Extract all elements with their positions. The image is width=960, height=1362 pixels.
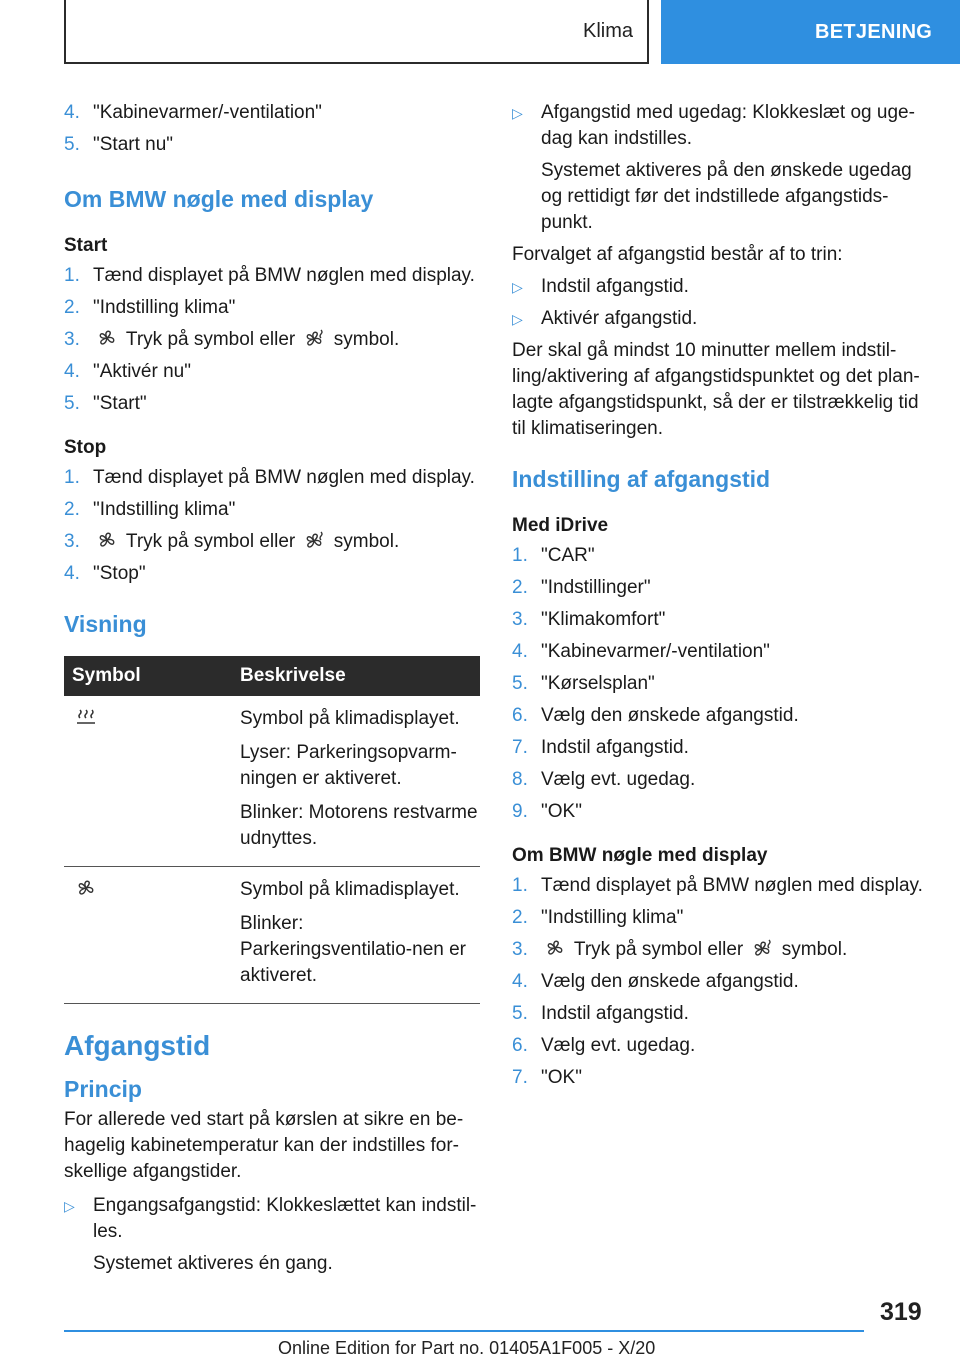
list-item <box>64 561 480 587</box>
step-text: "Kabinevarmer/-ventilation" <box>93 102 322 123</box>
key-step-list <box>512 873 928 1091</box>
step-text: "Klimakomfort" <box>541 609 666 630</box>
step-text: Tryk på symbol eller symbol. <box>93 327 480 353</box>
idrive-label: Med iDrive <box>512 515 609 536</box>
afgangstid-heading: Afgangstid <box>64 1030 211 1061</box>
step-text: "OK" <box>541 801 582 822</box>
list-item: ▷ Engangsafgangstid: Klokkeslættet kan indstil-les. <box>64 1193 480 1245</box>
step-number: 7. <box>512 737 528 758</box>
step-number: 3. <box>64 329 80 350</box>
table-header-description: Beskrivelse <box>232 656 480 696</box>
header-chapter-tab <box>661 0 960 64</box>
start-label: Start <box>64 235 108 256</box>
list-item <box>512 306 928 332</box>
list-item <box>512 905 928 931</box>
step-number: 1. <box>512 545 528 566</box>
step-text: "Kørselsplan" <box>541 673 655 694</box>
step-text: Tænd displayet på BMW nøglen med display. <box>93 467 475 488</box>
step-text: "Kabinevarmer/-ventilation" <box>541 641 770 662</box>
list-item <box>64 263 480 289</box>
left-column <box>64 100 480 1283</box>
step-number: 6. <box>512 1035 528 1056</box>
table-cell-text: Symbol på klimadisplayet. <box>240 708 460 729</box>
list-item <box>512 1065 928 1091</box>
fan-heat-icon <box>304 530 326 550</box>
step-number: 5. <box>64 134 80 155</box>
list-item <box>512 607 928 633</box>
list-item <box>512 543 928 569</box>
list-item <box>512 575 928 601</box>
step-number: 1. <box>64 265 80 286</box>
step-number: 4. <box>64 102 80 123</box>
step-text: "Stop" <box>93 563 146 584</box>
fan-icon <box>75 878 97 898</box>
heater-icon <box>75 707 97 727</box>
step-number: 4. <box>64 361 80 382</box>
step-number: 8. <box>512 769 528 790</box>
list-item <box>512 1033 928 1059</box>
footer-edition: Online Edition for Part no. 01405A1F005 - X/20 <box>278 1338 656 1358</box>
step-number: 2. <box>64 297 80 318</box>
step-number: 5. <box>64 393 80 414</box>
fan-icon <box>96 328 118 348</box>
key-display-label: Om BMW nøgle med display <box>512 845 768 866</box>
princip-heading: Princip <box>64 1076 142 1102</box>
wait-text: Der skal gå mindst 10 minutter mellem indstil-ling/aktivering af afgangstidspunktet og det plan-lagte afgangstidspunkt, så der er tilstrækkelig tid til klimatiseringen. <box>512 340 920 439</box>
list-item <box>64 391 480 417</box>
list-item <box>512 799 928 825</box>
step-text: Indstil afgangstid. <box>541 1003 689 1024</box>
header-section-title: Klima <box>582 19 633 42</box>
symbol-table <box>64 656 480 1004</box>
step-text: "CAR" <box>541 545 595 566</box>
step-number: 4. <box>512 641 528 662</box>
bullet-text: Indstil afgangstid. <box>541 276 689 297</box>
step-text: Vælg evt. ugedag. <box>541 1035 696 1056</box>
triangle-bullet-icon: ▷ <box>512 311 523 327</box>
step-text: "Aktivér nu" <box>93 361 191 382</box>
step-number: 4. <box>64 563 80 584</box>
list-item <box>64 465 480 491</box>
list-item <box>64 132 480 158</box>
bullet1-subtext: Systemet aktiveres én gang. <box>93 1253 333 1274</box>
step-number: 5. <box>512 1003 528 1024</box>
step-text: "OK" <box>541 1067 582 1088</box>
princip-text: For allerede ved start på kørslen at sikre en be-hagelig kabinetemperatur kan der indstilles for-skellige afgangstider. <box>64 1109 464 1182</box>
list-item <box>64 100 480 126</box>
list-item <box>64 327 480 353</box>
table-header-symbol: Symbol <box>64 656 232 696</box>
fan-heat-icon <box>752 938 774 958</box>
list-item <box>64 295 480 321</box>
table-cell-text: Symbol på klimadisplayet. <box>240 879 460 900</box>
step-number: 3. <box>512 939 528 960</box>
key-display-heading: Om BMW nøgle med display <box>64 186 374 212</box>
stop-label: Stop <box>64 437 107 458</box>
step-text: Vælg den ønskede afgangstid. <box>541 705 799 726</box>
idrive-step-list <box>512 543 928 825</box>
triangle-bullet-icon: ▷ <box>512 105 523 121</box>
step-number: 3. <box>64 531 80 552</box>
list-item <box>512 1001 928 1027</box>
list-item <box>512 639 928 665</box>
step-number: 4. <box>512 971 528 992</box>
list-item <box>512 703 928 729</box>
step-number: 9. <box>512 801 528 822</box>
fan-heat-icon <box>304 328 326 348</box>
step-text: "Start nu" <box>93 134 174 155</box>
right-column <box>512 100 928 1097</box>
step-number: 2. <box>64 499 80 520</box>
step-number: 1. <box>512 875 528 896</box>
footer-divider <box>64 1330 864 1332</box>
triangle-bullet-icon: ▷ <box>64 1198 75 1214</box>
table-row <box>64 696 480 867</box>
list-item <box>512 937 928 963</box>
step-number: 2. <box>512 577 528 598</box>
bullet-text: Aktivér afgangstid. <box>541 308 698 329</box>
list-item <box>64 529 480 555</box>
header-section-box <box>64 0 649 64</box>
table-row <box>64 867 480 1004</box>
list-item <box>512 735 928 761</box>
page-number: 319 <box>880 1298 922 1326</box>
visning-heading: Visning <box>64 611 147 637</box>
step-number: 6. <box>512 705 528 726</box>
step-number: 1. <box>64 467 80 488</box>
list-item: ▷ Afgangstid med ugedag: Klokkeslæt og uge-dag kan indstilles. <box>512 100 928 152</box>
preset-text: Forvalget af afgangstid består af to trin: <box>512 244 843 265</box>
list-item <box>512 969 928 995</box>
step-number: 5. <box>512 673 528 694</box>
start-step-list <box>64 263 480 417</box>
step-text: Tænd displayet på BMW nøglen med display. <box>93 265 475 286</box>
step-text: Vælg den ønskede afgangstid. <box>541 971 799 992</box>
list-item <box>64 359 480 385</box>
header-chapter-title: BETJENING <box>815 20 933 43</box>
table-cell-text: Blinker: Parkeringsventilatio-nen er aktiveret. <box>240 913 467 986</box>
top-step-list <box>64 100 480 158</box>
departure-bullet-list-1 <box>64 1193 480 1245</box>
step-number: 7. <box>512 1067 528 1088</box>
table-cell-text: Lyser: Parkeringsopvarm-ningen er aktiveret. <box>240 742 457 789</box>
list-item <box>512 671 928 697</box>
step-text: "Indstilling klima" <box>93 297 236 318</box>
step-text: Tryk på symbol eller symbol. <box>541 937 928 963</box>
step-text: Tænd displayet på BMW nøglen med display. <box>541 875 923 896</box>
fan-icon <box>96 530 118 550</box>
fan-icon <box>544 938 566 958</box>
list-item <box>64 497 480 523</box>
step-number: 2. <box>512 907 528 928</box>
list-item <box>512 767 928 793</box>
step-text: "Start" <box>93 393 147 414</box>
bullet2-subtext: Systemet aktiveres på den ønskede ugedag og rettidigt før det indstillede afgangstids-punkt. <box>541 160 912 233</box>
step-text: Tryk på symbol eller symbol. <box>93 529 480 555</box>
list-item <box>512 274 928 300</box>
triangle-bullet-icon: ▷ <box>512 279 523 295</box>
indstilling-heading: Indstilling af afgangstid <box>512 466 771 492</box>
preset-bullet-list <box>512 274 928 332</box>
step-text: Vælg evt. ugedag. <box>541 769 696 790</box>
step-text: "Indstilling klima" <box>93 499 236 520</box>
departure-bullet-list-2 <box>512 100 928 152</box>
list-item <box>512 873 928 899</box>
table-cell-text: Blinker: Motorens restvarme udnyttes. <box>240 802 478 849</box>
step-text: "Indstilling klima" <box>541 907 684 928</box>
stop-step-list <box>64 465 480 587</box>
step-number: 3. <box>512 609 528 630</box>
step-text: "Indstillinger" <box>541 577 651 598</box>
step-text: Indstil afgangstid. <box>541 737 689 758</box>
